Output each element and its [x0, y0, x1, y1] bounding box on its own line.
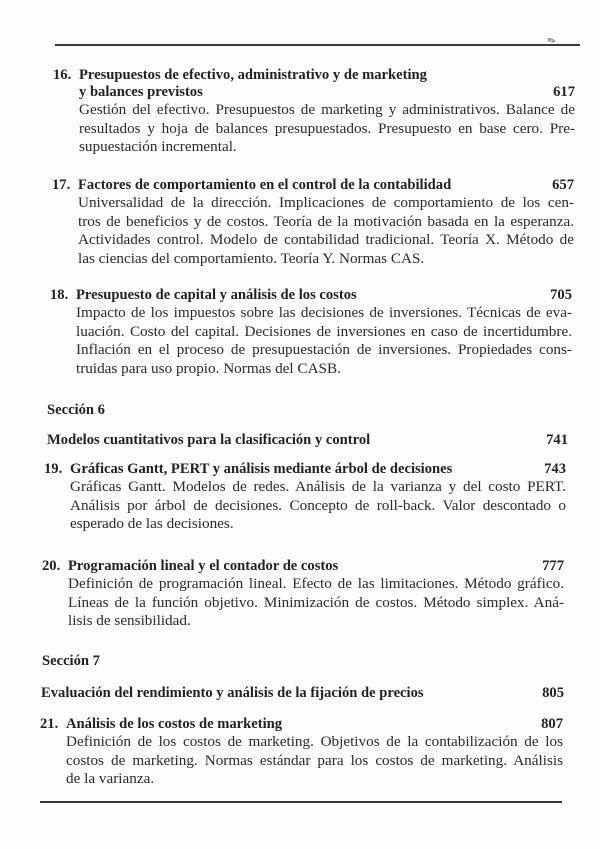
top-rule	[55, 44, 580, 46]
entry-description-line: Actividades control. Modelo de contabilidad tradicional. Teoría X. Método de	[78, 231, 574, 249]
entry-description-line: Análisis por árbol de decisiones. Concepto de roll-back. Valor descontado o	[70, 496, 566, 514]
entry-description-line: Líneas de la función objetivo. Minimización de costos. Método simplex. Aná-	[68, 593, 564, 611]
entry-number: 19.	[44, 461, 63, 477]
scan-mark: ✎	[545, 34, 559, 49]
entry-description-line: luación. Costo del capital. Decisiones de inversiones en caso de incertidumbre.	[76, 322, 572, 340]
entry-heading	[52, 177, 574, 194]
entry-description-line: Definición de programación lineal. Efecto de las limitaciones. Método gráfico.	[68, 575, 564, 592]
entry-heading	[44, 461, 566, 478]
entry-description-line: Definición de los costos de marketing. Objetivos de la contabilización de los	[66, 733, 563, 750]
page-number: 743	[544, 461, 566, 477]
toc-entry	[50, 287, 572, 378]
entry-description-line: tros de beneficios y de costos. Teoría de la motivación basada en la esperanza.	[78, 212, 574, 230]
entry-description-line: Universalidad de la dirección. Implicaciones de comportamiento de los cen-	[78, 194, 574, 211]
section-title: Evaluación del rendimiento y análisis de la fijación de precios	[41, 685, 424, 701]
page-number: 705	[550, 287, 572, 303]
entry-title: Gráficas Gantt, PERT y análisis mediante árbol de decisiones	[70, 461, 453, 477]
entry-description-line: lisis de sensibilidad.	[68, 612, 191, 630]
entry-title: Programación lineal y el contador de costos	[68, 558, 339, 574]
entry-description-line: resultados y hoja de balances presupuestados. Presupuesto en base cero. Pre-	[79, 119, 575, 137]
entry-description-line: truidas para uso propio. Normas del CASB.	[76, 359, 341, 377]
entry-heading	[42, 558, 564, 575]
entry-number: 20.	[42, 558, 61, 574]
page-number: 777	[542, 558, 564, 574]
entry-description-line: las ciencias del comportamiento. Teoría Y. Normas CAS.	[78, 249, 425, 267]
entry-title: Presupuestos de efectivo, administrativo y de marketing	[79, 67, 427, 83]
section-7-title	[41, 685, 564, 702]
toc-entry	[42, 558, 564, 631]
entry-heading	[50, 287, 572, 304]
entry-title: Factores de comportamiento en el control de la contabilidad	[78, 177, 452, 193]
entry-description-line: Gráficas Gantt. Modelos de redes. Análisis de la varianza y del costo PERT.	[70, 478, 566, 495]
page-number: 807	[541, 716, 563, 732]
toc-entry	[52, 177, 574, 268]
page-number: 805	[542, 685, 564, 701]
page-number: 741	[546, 432, 568, 448]
section-title: Modelos cuantitativos para la clasificación y control	[47, 432, 371, 448]
entry-heading	[40, 716, 563, 733]
entry-description-line: supuestación incremental.	[79, 138, 237, 156]
entry-description-line: Impacto de los impuestos sobre las decisiones de inversiones. Técnicas de eva-	[76, 304, 572, 321]
entry-number: 21.	[40, 716, 59, 732]
section-6-title	[47, 432, 568, 449]
section-7-label: Sección 7	[42, 653, 100, 669]
entry-title: y balances previstos	[79, 84, 203, 100]
toc-entry	[53, 67, 575, 157]
section-6-label: Sección 6	[47, 402, 105, 418]
bottom-rule	[40, 801, 562, 803]
page-number: 617	[553, 84, 575, 100]
entry-heading	[53, 67, 575, 101]
entry-title: Análisis de los costos de marketing	[66, 716, 283, 732]
entry-description-line: esperado de las decisiones.	[70, 515, 234, 533]
page-number: 657	[552, 177, 574, 193]
toc-entry	[40, 716, 563, 789]
entry-number: 18.	[50, 287, 69, 303]
entry-description-line: Gestión del efectivo. Presupuestos de marketing y administrativos. Balance de	[79, 101, 575, 118]
entry-number: 16.	[53, 67, 72, 83]
entry-number: 17.	[52, 177, 71, 193]
entry-description-line: costos de marketing. Normas estándar para los costos de marketing. Análisis	[66, 751, 563, 769]
entry-title: Presupuesto de capital y análisis de los costos	[76, 287, 357, 303]
toc-entry	[44, 461, 566, 534]
entry-description-line: de la varianza.	[66, 770, 155, 788]
entry-description-line: Inflación en el proceso de presupuestación de inversiones. Propiedades cons-	[76, 341, 572, 359]
